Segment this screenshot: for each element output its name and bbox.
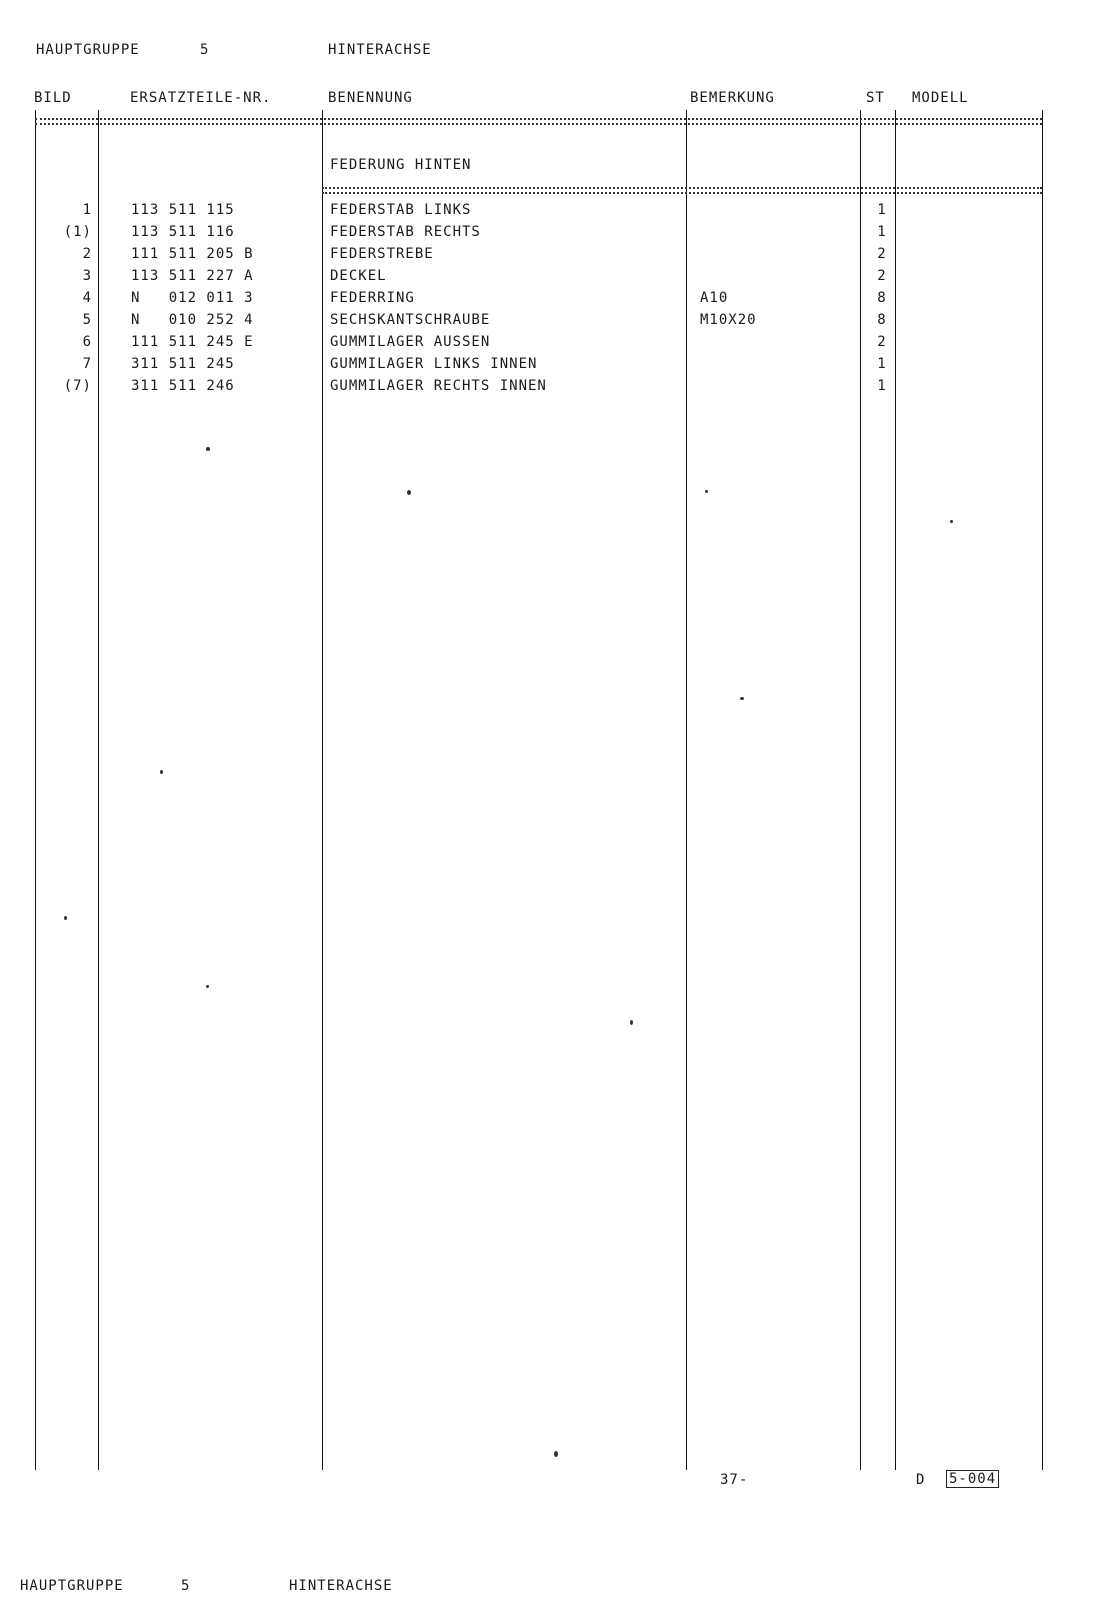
- column-header-ersatzteile-nr: ERSATZTEILE-NR.: [130, 90, 272, 106]
- remark-cell: M10X20: [700, 312, 757, 328]
- part-number-cell: 111 511 245 E: [131, 334, 254, 350]
- scan-speck: [554, 1451, 558, 1457]
- part-number-cell: 311 511 246: [131, 378, 235, 394]
- description-cell: FEDERSTAB LINKS: [330, 202, 472, 218]
- description-cell: GUMMILAGER LINKS INNEN: [330, 356, 538, 372]
- group-label: HAUPTGRUPPE: [36, 42, 140, 58]
- column-rule: [860, 110, 861, 1470]
- section-separator: [322, 187, 1042, 189]
- column-header-modell: MODELL: [912, 90, 969, 106]
- quantity-cell: 8: [877, 312, 887, 328]
- part-number-cell: 113 511 116: [131, 224, 235, 240]
- scan-speck: [630, 1020, 633, 1025]
- next-group-title: HINTERACHSE: [289, 1578, 393, 1594]
- scan-speck: [407, 490, 411, 495]
- header-separator: [35, 123, 1042, 125]
- section-title: FEDERUNG HINTEN: [330, 157, 472, 173]
- column-rule: [98, 110, 99, 1470]
- quantity-cell: 8: [877, 290, 887, 306]
- part-number-cell: 311 511 245: [131, 356, 235, 372]
- column-rule: [686, 110, 687, 1470]
- column-rule: [322, 110, 323, 1470]
- group-number: 5: [200, 42, 210, 58]
- bild-cell: 6: [82, 334, 92, 350]
- bild-cell: 3: [82, 268, 92, 284]
- section-separator: [322, 192, 1042, 194]
- bild-cell: 5: [82, 312, 92, 328]
- column-header-st: ST: [866, 90, 885, 106]
- scan-speck: [160, 770, 163, 774]
- column-rule: [895, 110, 896, 1470]
- description-cell: GUMMILAGER RECHTS INNEN: [330, 378, 547, 394]
- bild-cell: 4: [82, 290, 92, 306]
- description-cell: GUMMILAGER AUSSEN: [330, 334, 491, 350]
- bild-cell: (7): [63, 378, 92, 394]
- part-number-cell: 113 511 227 A: [131, 268, 254, 284]
- next-group-label: HAUPTGRUPPE: [20, 1578, 124, 1594]
- column-rule: [1042, 110, 1043, 1470]
- bild-cell: 7: [82, 356, 92, 372]
- scan-speck: [705, 490, 708, 493]
- scan-speck: [206, 447, 210, 451]
- description-cell: DECKEL: [330, 268, 387, 284]
- scan-speck: [740, 697, 744, 700]
- quantity-cell: 2: [877, 246, 887, 262]
- scan-speck: [206, 985, 209, 988]
- quantity-cell: 1: [877, 356, 887, 372]
- part-number-cell: 113 511 115: [131, 202, 235, 218]
- column-header-bemerkung: BEMERKUNG: [690, 90, 775, 106]
- part-number-cell: N 012 011 3: [131, 290, 254, 306]
- description-cell: SECHSKANTSCHRAUBE: [330, 312, 491, 328]
- scan-speck: [64, 916, 67, 920]
- part-number-cell: 111 511 205 B: [131, 246, 254, 262]
- bild-cell: (1): [63, 224, 92, 240]
- bild-cell: 1: [82, 202, 92, 218]
- page-reference: 5-004: [946, 1470, 999, 1488]
- quantity-cell: 2: [877, 268, 887, 284]
- group-title: HINTERACHSE: [328, 42, 432, 58]
- scan-speck: [950, 520, 953, 523]
- description-cell: FEDERSTAB RECHTS: [330, 224, 481, 240]
- header-separator: [35, 118, 1042, 120]
- quantity-cell: 1: [877, 378, 887, 394]
- column-header-benennung: BENENNUNG: [328, 90, 413, 106]
- description-cell: FEDERSTREBE: [330, 246, 434, 262]
- quantity-cell: 1: [877, 224, 887, 240]
- bild-cell: 2: [82, 246, 92, 262]
- description-cell: FEDERRING: [330, 290, 415, 306]
- language-code: D: [916, 1472, 926, 1488]
- remark-cell: A10: [700, 290, 729, 306]
- part-number-cell: N 010 252 4: [131, 312, 254, 328]
- column-header-bild: BILD: [34, 90, 72, 106]
- page-number: 37-: [720, 1472, 749, 1488]
- quantity-cell: 2: [877, 334, 887, 350]
- quantity-cell: 1: [877, 202, 887, 218]
- next-group-number: 5: [181, 1578, 191, 1594]
